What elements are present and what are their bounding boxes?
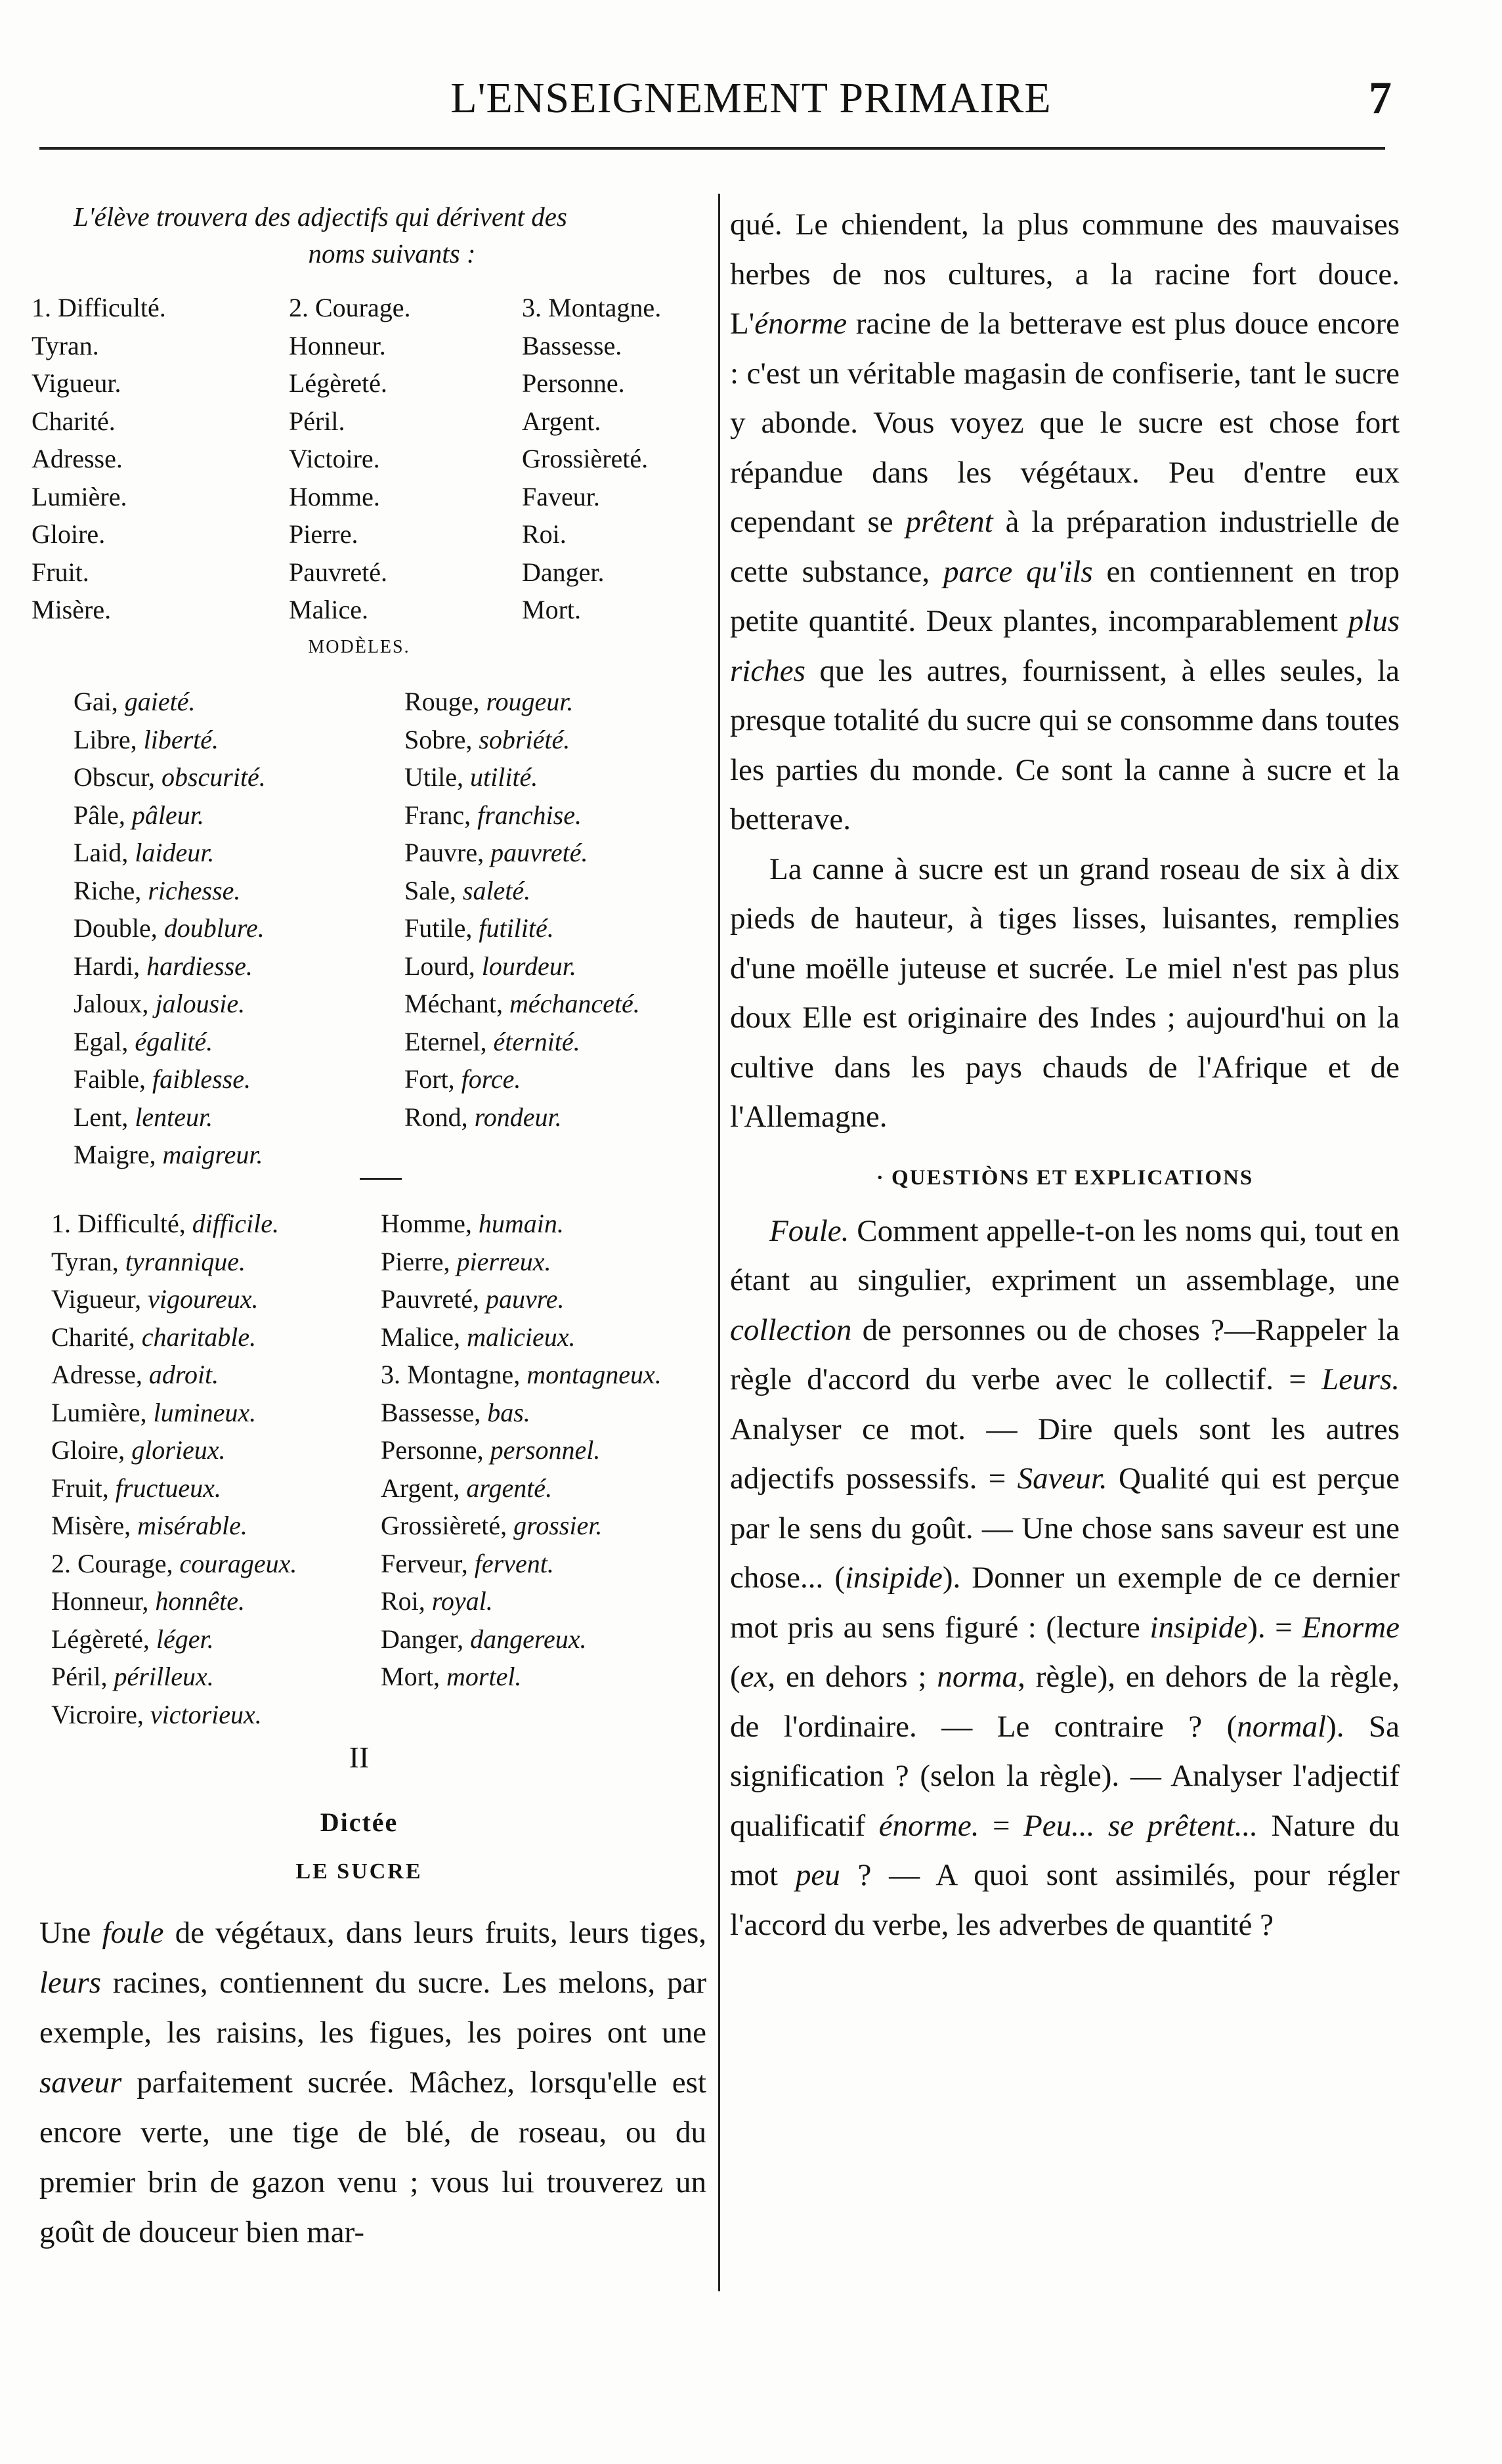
noun-item: Victoire. — [289, 444, 380, 473]
noun-item: Vigueur. — [32, 368, 121, 398]
derived-word: glorieux. — [131, 1435, 226, 1465]
word-pair — [51, 1658, 297, 1696]
noun-item: Gloire. — [32, 519, 106, 549]
base-word: Pauvreté, — [381, 1284, 486, 1314]
base-word: Personne, — [381, 1435, 490, 1465]
derived-word: vigoureux. — [148, 1284, 259, 1314]
derived-word: grossier. — [513, 1511, 603, 1540]
derived-word: difficile. — [192, 1209, 279, 1238]
derived-word: méchanceté. — [509, 989, 640, 1018]
models-heading: MODÈLES. — [308, 637, 410, 657]
derived-word: utilité. — [469, 762, 538, 792]
word-pair — [51, 1545, 297, 1583]
text-title: LE SUCRE — [295, 1859, 423, 1884]
word-pair — [74, 1098, 266, 1136]
base-word: Double, — [74, 913, 164, 943]
italic-term: leurs — [39, 1966, 101, 2000]
base-word: Laid, — [74, 838, 135, 867]
instruction-line: noms suivants : — [308, 238, 476, 269]
noun-item: Fruit. — [32, 557, 89, 587]
derived-word: hardiesse. — [146, 951, 253, 981]
derived-word: malicieux. — [467, 1322, 576, 1352]
derived-word: jalousie. — [155, 989, 246, 1018]
word-pair — [51, 1620, 297, 1658]
derived-word: dangereux. — [470, 1624, 587, 1654]
base-word: Pâle, — [74, 800, 132, 830]
text-run: à la préparation industrielle de cette substance, — [730, 505, 1400, 589]
derived-word: léger. — [156, 1624, 214, 1654]
base-word: Vicroire, — [51, 1699, 150, 1729]
section-separator — [360, 1178, 402, 1180]
italic-term: Leurs. — [1321, 1362, 1400, 1396]
word-pair — [381, 1243, 662, 1281]
noun-item: Bassesse. — [522, 330, 622, 360]
word-pair — [51, 1507, 297, 1545]
noun-item: Lumière. — [32, 481, 127, 511]
noun-item: Honneur. — [289, 330, 386, 360]
base-word: Honneur, — [51, 1586, 156, 1616]
word-pair — [381, 1507, 662, 1545]
word-pair — [381, 1545, 662, 1583]
derived-word: rondeur. — [474, 1102, 562, 1132]
word-pair — [381, 1469, 662, 1507]
word-pair — [74, 834, 266, 872]
base-word: Faible, — [74, 1064, 152, 1094]
word-pair — [51, 1243, 297, 1281]
base-word: Jaloux, — [74, 989, 156, 1018]
derived-word: montagneux. — [526, 1360, 662, 1389]
base-word: Adresse, — [51, 1360, 149, 1389]
noun-item: Adresse. — [32, 444, 123, 473]
word-pair — [74, 872, 266, 910]
text-run: , en dehors ; — [767, 1660, 937, 1694]
italic-term: saveur — [39, 2065, 122, 2100]
base-word: Grossièreté, — [381, 1511, 514, 1540]
word-pair — [381, 1620, 662, 1658]
base-word: Eternel, — [404, 1026, 494, 1056]
word-pair — [51, 1394, 297, 1432]
derived-word: mortel. — [446, 1662, 522, 1691]
derived-word: charitable. — [141, 1322, 257, 1352]
base-word: Gloire, — [51, 1435, 132, 1465]
base-word: Misère, — [51, 1511, 138, 1540]
models-list-left — [74, 683, 266, 1174]
base-word: Lent, — [74, 1102, 135, 1132]
dictation-text-left — [39, 1908, 706, 2257]
derived-word: pâleur. — [131, 800, 204, 830]
base-word: Malice, — [381, 1322, 467, 1352]
dictation-title: Dictée — [320, 1807, 398, 1837]
base-word: Pierre, — [381, 1246, 457, 1276]
text-run: ). = — [1247, 1610, 1302, 1645]
noun-list-1 — [32, 289, 166, 629]
word-pair — [51, 1696, 297, 1734]
base-word: Fort, — [404, 1064, 461, 1094]
base-word: 2. Courage, — [51, 1548, 180, 1578]
word-pair — [404, 796, 640, 834]
word-pair — [381, 1582, 662, 1620]
word-pair — [404, 1098, 640, 1136]
base-word: Rouge, — [404, 687, 486, 716]
base-word: Péril, — [51, 1662, 114, 1691]
base-word: Méchant, — [404, 989, 509, 1018]
word-pair — [74, 1060, 266, 1098]
derived-word: laideur. — [135, 838, 215, 867]
text-run: racines, contiennent du sucre. Les melons, par exemple, les raisins, les figues, les poires ont une — [39, 1966, 706, 2050]
word-pair — [51, 1318, 297, 1356]
text-run: en contiennent en trop petite quantité. Deux plantes, incomparablement — [730, 554, 1400, 638]
derived-word: maigreur. — [162, 1140, 263, 1169]
text-run: Analyser ce mot. — Dire quels sont les autres adjectifs possessifs. = — [730, 1412, 1400, 1496]
text-run: , règle), en dehors de la règle, de l'ordinaire. — Le contraire ? ( — [730, 1660, 1400, 1744]
derived-word: sobriété. — [479, 724, 570, 754]
word-pair — [74, 721, 266, 759]
base-word: Egal, — [74, 1026, 135, 1056]
noun-item: Argent. — [522, 406, 601, 436]
text-run: ? — A quoi sont assimilés, pour régler l'accord du verbe, les adverbes de quantité ? — [730, 1858, 1400, 1942]
base-word: Utile, — [404, 762, 470, 792]
word-pair — [381, 1431, 662, 1469]
text-run: de personnes ou de choses ?—Rappeler la règle d'accord du verbe avec le collectif. = — [730, 1312, 1400, 1396]
word-pair — [51, 1280, 297, 1318]
noun-item: Personne. — [522, 368, 625, 398]
derived-word: victorieux. — [150, 1699, 262, 1729]
derived-word: misérable. — [137, 1511, 247, 1540]
answers-list-right — [381, 1205, 662, 1696]
base-word: Franc, — [404, 800, 478, 830]
text-run: ). Sa signification ? (selon la règle). — Analyser l'adjectif qualificatif — [730, 1709, 1400, 1843]
word-pair — [74, 1023, 266, 1061]
exercise-instruction — [74, 198, 710, 272]
italic-term: Peu... se prêtent... — [1023, 1808, 1258, 1843]
italic-term: Enorme — [1302, 1610, 1400, 1645]
word-pair — [404, 683, 640, 721]
base-word: 1. Difficulté, — [51, 1209, 192, 1238]
italic-term: insipide — [1149, 1610, 1248, 1645]
noun-item: Péril. — [289, 406, 345, 436]
base-word: Charité, — [51, 1322, 142, 1352]
base-word: Libre, — [74, 724, 144, 754]
word-pair — [381, 1205, 662, 1243]
derived-word: franchise. — [477, 800, 582, 830]
word-pair — [74, 985, 266, 1023]
word-pair — [381, 1280, 662, 1318]
word-pair — [404, 872, 640, 910]
text-run: qué. Le chiendent, la plus commune des mauvaises herbes de nos cultures, a la racine fort douce. L' — [730, 207, 1400, 341]
base-word: Lourd, — [404, 951, 482, 981]
noun-item: Malice. — [289, 595, 369, 624]
noun-item: 2. Courage. — [289, 293, 411, 322]
word-pair — [74, 909, 266, 947]
italic-term: plus riches — [730, 604, 1400, 688]
derived-word: argenté. — [466, 1473, 553, 1503]
word-pair — [404, 1023, 640, 1061]
base-word: Obscur, — [74, 762, 161, 792]
instruction-line: L'élève trouvera des adjectifs qui dérivent des — [74, 202, 567, 232]
base-word: Tyran, — [51, 1246, 125, 1276]
derived-word: égalité. — [135, 1026, 213, 1056]
noun-item: Grossièreté. — [522, 444, 649, 473]
answers-list-left — [51, 1205, 297, 1733]
derived-word: pauvre. — [485, 1284, 565, 1314]
word-pair — [404, 947, 640, 985]
base-word: Lumière, — [51, 1397, 154, 1427]
page-number: 7 — [1369, 73, 1392, 123]
running-head: L'ENSEIGNEMENT PRIMAIRE — [450, 74, 1052, 122]
word-pair — [51, 1205, 297, 1243]
noun-list-3 — [522, 289, 661, 629]
derived-word: éternité. — [493, 1026, 580, 1056]
word-pair — [381, 1658, 662, 1696]
noun-item: Danger. — [522, 557, 605, 587]
derived-word: doublure. — [163, 913, 265, 943]
word-pair — [404, 721, 640, 759]
derived-word: honnête. — [155, 1586, 245, 1616]
text-run: ). Donner un exemple de ce dernier mot pris au sens figuré : (lecture — [730, 1561, 1400, 1645]
noun-item: Faveur. — [522, 481, 600, 511]
word-pair — [381, 1356, 662, 1394]
base-word: Sobre, — [404, 724, 479, 754]
derived-word: adroit. — [148, 1360, 219, 1389]
derived-word: humain. — [478, 1209, 564, 1238]
word-pair — [404, 985, 640, 1023]
derived-word: lourdeur. — [481, 951, 576, 981]
derived-word: force. — [461, 1064, 521, 1094]
base-word: Homme, — [381, 1209, 479, 1238]
derived-word: pierreux. — [456, 1246, 551, 1276]
derived-word: fervent. — [474, 1548, 554, 1578]
noun-item: Roi. — [522, 519, 567, 549]
word-pair — [404, 1060, 640, 1098]
noun-item: Homme. — [289, 481, 380, 511]
base-word: Argent, — [381, 1473, 467, 1503]
italic-term: collection — [730, 1312, 852, 1347]
noun-item: Pierre. — [289, 519, 358, 549]
word-pair — [404, 834, 640, 872]
derived-word: richesse. — [148, 875, 241, 905]
header-rule — [39, 147, 1385, 150]
italic-term: foule — [102, 1916, 164, 1950]
base-word: Légèreté, — [51, 1624, 156, 1654]
questions-text — [730, 1207, 1400, 1951]
derived-word: lenteur. — [135, 1102, 213, 1132]
derived-word: tyrannique. — [125, 1246, 246, 1276]
text-run: Nature du mot — [730, 1808, 1400, 1892]
text-run: parfaitement sucrée. Mâchez, lorsqu'elle est encore verte, une tige de blé, de roseau, ou du premier brin de gazon venu ; vous lui trouverez un goût de douceur bien mar- — [39, 2065, 706, 2249]
word-pair — [51, 1356, 297, 1394]
text-run: de végétaux, dans leurs fruits, leurs tiges, — [163, 1916, 706, 1950]
noun-item: Légèreté. — [289, 368, 387, 398]
base-word: Maigre, — [74, 1140, 163, 1169]
italic-term: peu — [795, 1858, 840, 1892]
text-run: que les autres, fournissent, à elles seules, la presque totalité du sucre qui se consomme dans toutes les parties du monde. Ce sont la canne à sucre et la betterave. — [730, 653, 1400, 836]
text-run: Qualité qui est perçue par le sens du goût. — Une chose sans saveur est une chose... ( — [730, 1461, 1400, 1595]
italic-term: norma — [937, 1660, 1018, 1694]
derived-word: obscurité. — [161, 762, 266, 792]
italic-term: insipide — [845, 1561, 943, 1595]
word-pair — [74, 947, 266, 985]
base-word: Pauvre, — [404, 838, 491, 867]
derived-word: faiblesse. — [152, 1064, 251, 1094]
word-pair — [51, 1469, 297, 1507]
base-word: Sale, — [404, 875, 463, 905]
derived-word: fructueux. — [115, 1473, 221, 1503]
word-pair — [74, 796, 266, 834]
noun-item: Misère. — [32, 595, 112, 624]
column-divider — [718, 194, 720, 2291]
derived-word: liberté. — [143, 724, 219, 754]
dictation-paragraph-2: La canne à sucre est un grand roseau de six à dix pieds de hauteur, à tiges lisses, luisantes, remplies d'une moëlle juteuse et sucrée. Le miel n'est pas plus doux Elle est originaire des Indes ; aujourd'hui on la cultive dans les pays chauds de l'Afrique et de l'Allemagne. — [730, 852, 1400, 1134]
word-pair — [51, 1582, 297, 1620]
base-word: Mort, — [381, 1662, 446, 1691]
base-word: Futile, — [404, 913, 479, 943]
questions-heading: · QUESTIÒNS ET EXPLICATIONS — [876, 1165, 1254, 1190]
noun-list-2 — [289, 289, 411, 629]
derived-word: lumineux. — [153, 1397, 257, 1427]
italic-term: prêtent — [905, 505, 993, 539]
base-word: Gai, — [74, 687, 125, 716]
noun-item: Charité. — [32, 406, 116, 436]
base-word: Roi, — [381, 1586, 432, 1616]
text-run: = — [979, 1808, 1024, 1843]
italic-term: Foule. — [769, 1213, 849, 1248]
italic-term: parce qu'ils — [943, 554, 1093, 589]
right-column — [730, 200, 1400, 1950]
models-list-right — [404, 683, 640, 1136]
noun-item: Mort. — [522, 595, 581, 624]
italic-term: énorme. — [878, 1808, 979, 1843]
derived-word: pauvreté. — [490, 838, 588, 867]
italic-term: énorme — [754, 307, 848, 341]
dictation-text-continued — [730, 200, 1400, 845]
derived-word: périlleux. — [114, 1662, 214, 1691]
derived-word: rougeur. — [486, 687, 574, 716]
noun-item: Tyran. — [32, 330, 99, 360]
word-pair — [51, 1431, 297, 1469]
text-run: ( — [730, 1660, 740, 1694]
base-word: Hardi, — [74, 951, 147, 981]
derived-word: futilité. — [479, 913, 554, 943]
word-pair — [381, 1318, 662, 1356]
text-run: racine de la betterave est plus douce encore : c'est un véritable magasin de confiserie, tant le sucre y abonde. Vous voyez que le sucre est chose fort répandue dans les végétaux. Peu d'entre eux cependant se — [730, 307, 1400, 539]
base-word: Ferveur, — [381, 1548, 475, 1578]
derived-word: bas. — [487, 1397, 530, 1427]
noun-item: 3. Montagne. — [522, 293, 662, 322]
derived-word: saleté. — [462, 875, 531, 905]
base-word: Danger, — [381, 1624, 471, 1654]
base-word: Fruit, — [51, 1473, 116, 1503]
word-pair — [404, 909, 640, 947]
base-word: Riche, — [74, 875, 148, 905]
base-word: Rond, — [404, 1102, 475, 1132]
word-pair — [74, 758, 266, 796]
base-word: Bassesse, — [381, 1397, 488, 1427]
section-number: II — [349, 1740, 370, 1774]
italic-term: Saveur. — [1017, 1461, 1107, 1496]
derived-word: courageux. — [179, 1548, 297, 1578]
derived-word: royal. — [431, 1586, 493, 1616]
text-run: Comment appelle-t-on les noms qui, tout en étant au singulier, expriment un assemblage, une — [730, 1213, 1400, 1297]
base-word: Vigueur, — [51, 1284, 148, 1314]
italic-term: ex — [740, 1660, 768, 1694]
word-pair — [381, 1394, 662, 1432]
text-run: Une — [39, 1916, 102, 1950]
word-pair — [74, 1136, 266, 1174]
noun-item: Pauvreté. — [289, 557, 387, 587]
noun-item: 1. Difficulté. — [32, 293, 166, 322]
word-pair — [404, 758, 640, 796]
word-pair — [74, 683, 266, 721]
base-word: 3. Montagne, — [381, 1360, 527, 1389]
derived-word: personnel. — [490, 1435, 601, 1465]
derived-word: gaieté. — [124, 687, 196, 716]
italic-term: normal — [1237, 1709, 1327, 1744]
